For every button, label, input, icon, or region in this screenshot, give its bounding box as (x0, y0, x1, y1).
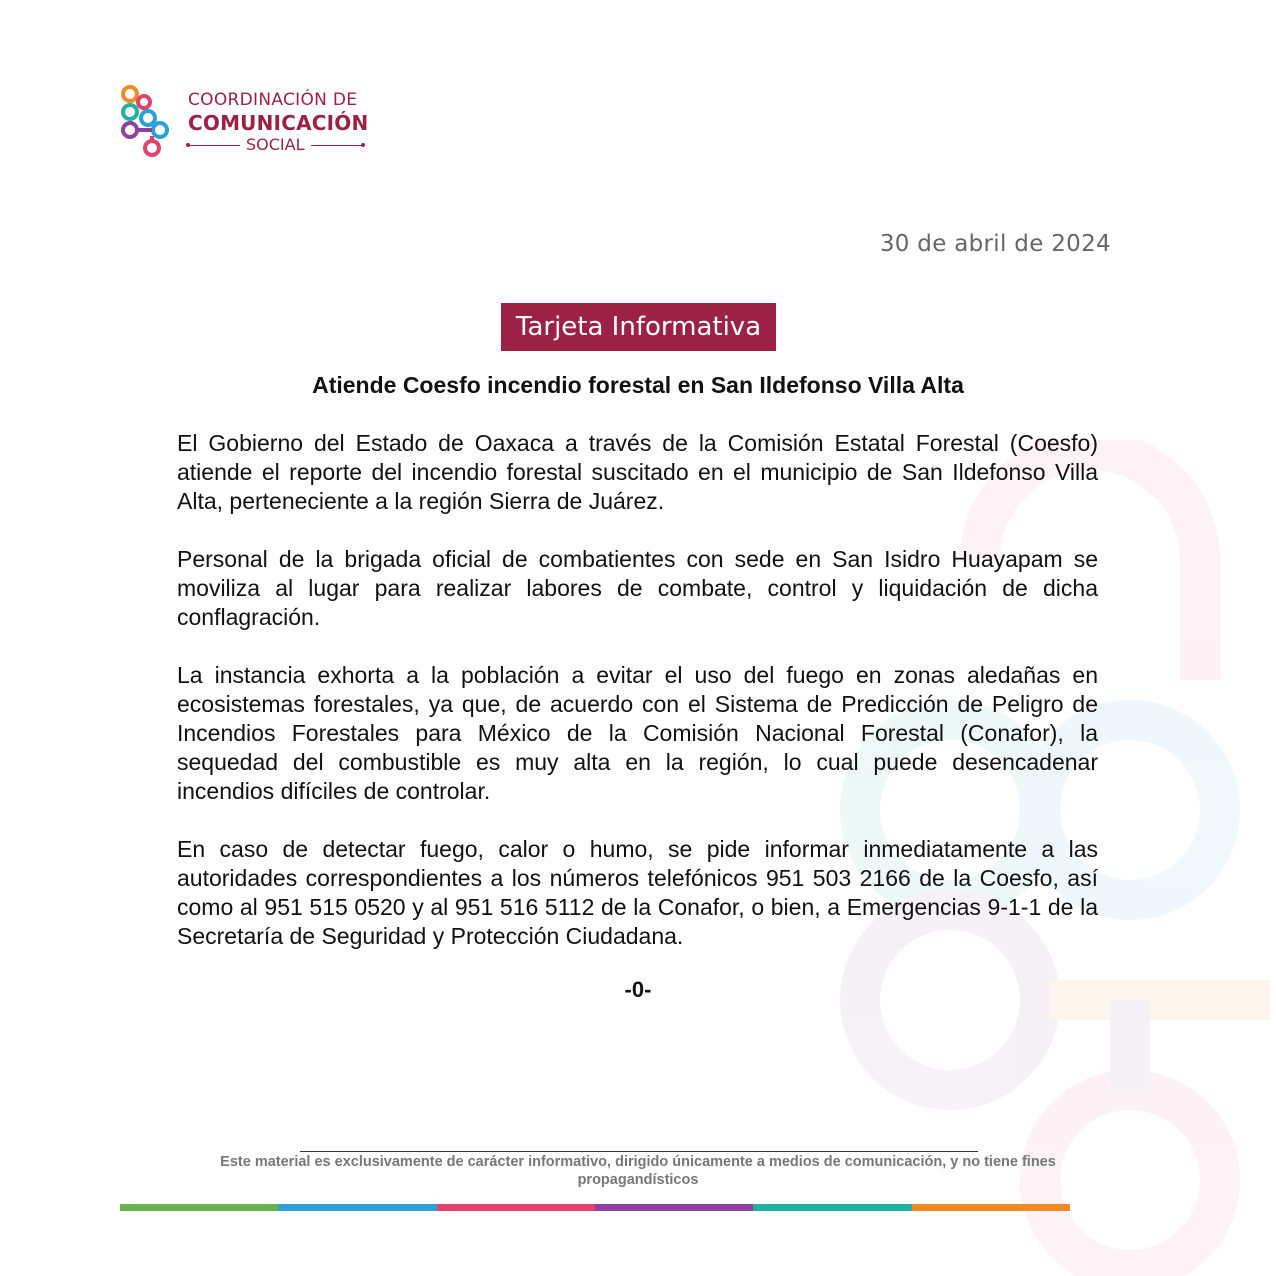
document-date: 30 de abril de 2024 (879, 231, 1111, 257)
logo-line-3 (188, 136, 368, 154)
color-bar-segment (120, 1204, 278, 1211)
color-bar-segment (912, 1204, 1070, 1211)
disclaimer: Este material es exclusivamente de carácter informativo, dirigido únicamente a medios de comunicación, y no tiene fines propagandísticos (220, 1154, 1056, 1188)
body-text (177, 429, 1098, 980)
logo-line-2: COMUNICACIÓN (188, 111, 369, 135)
paragraph: En caso de detectar fuego, calor o humo, se pide informar inmediatamente a las autoridades correspondientes a los números telefónicos 951 503 2166 de la Coesfo, así como al 951 515 0520 y al 951 516 5112 de la Conafor, o bien, a Emergencias 9-1-1 de la Secretaría de Seguridad y Protección Ciudadana. (177, 836, 1098, 949)
logo-rule-right (311, 145, 363, 146)
closing-mark: -0- (624, 977, 652, 1002)
color-bar-segment (753, 1204, 911, 1211)
footer-divider (300, 1151, 978, 1152)
logo (118, 84, 398, 164)
color-bar (120, 1204, 1070, 1211)
logo-line-1: COORDINACIÓN DE (188, 90, 358, 110)
paragraph: Personal de la brigada oficial de combatientes con sede en San Isidro Huayapam se moviliza al lugar para realizar labores de combate, control y liquidación de dicha conflagración. (177, 546, 1098, 630)
headline: Atiende Coesfo incendio forestal en San Ildefonso Villa Alta (312, 372, 964, 398)
logo-rule-left (188, 145, 240, 146)
logo-mark-icon (118, 84, 174, 162)
document-type-label: Tarjeta Informativa (501, 303, 776, 351)
color-bar-segment (278, 1204, 436, 1211)
color-bar-segment (595, 1204, 753, 1211)
logo-line-3-text: SOCIAL (246, 135, 305, 154)
color-bar-segment (437, 1204, 595, 1211)
paragraph: La instancia exhorta a la población a evitar el uso del fuego en zonas aledañas en ecosistemas forestales, ya que, de acuerdo con el Sistema de Predicción de Peligro de Incendios Forestales para México de la Comisión Nacional Forestal (Conafor), la sequedad del combustible es muy alta en la región, lo cual puede desencadenar incendios difíciles de controlar. (177, 662, 1098, 804)
paragraph: El Gobierno del Estado de Oaxaca a través de la Comisión Estatal Forestal (Coesfo) atiende el reporte del incendio forestal suscitado en el municipio de San Ildefonso Villa Alta, perteneciente a la región Sierra de Juárez. (177, 430, 1098, 514)
